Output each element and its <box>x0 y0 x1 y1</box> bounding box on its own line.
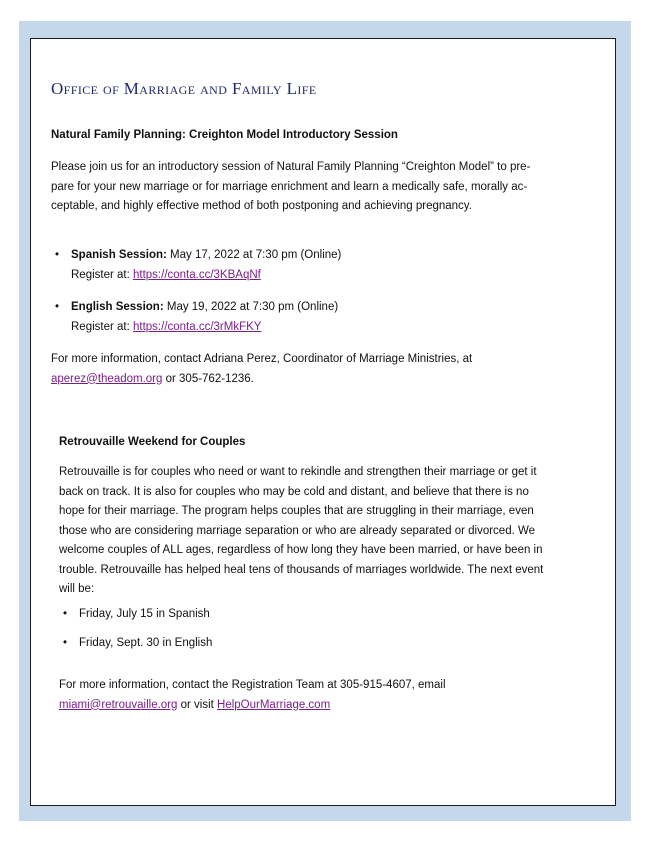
list-item <box>59 634 589 654</box>
retrouvaille-line: hope for their marriage. The program helps couples that are struggling in their marriage, even <box>59 505 534 517</box>
nfp-contact <box>51 350 581 389</box>
list-item <box>51 246 581 285</box>
nfp-intro-line: pare for your new marriage or for marriage enrichment and learn a medically safe, morally ac- <box>51 180 528 193</box>
retrouvaille-heading: Retrouvaille Weekend for Couples <box>59 436 246 448</box>
nfp-section <box>51 129 581 141</box>
bullet-icon: • <box>63 637 68 649</box>
retrouvaille-line: will be: <box>59 583 95 595</box>
content-panel <box>30 38 616 806</box>
session-details: May 17, 2022 at 7:30 pm (Online) <box>166 249 342 261</box>
nfp-session-spanish <box>51 246 581 285</box>
nfp-intro-line: Please join us for an introductory session of Natural Family Planning “Creighton Model” to pre- <box>51 161 531 173</box>
retrouvaille-line: back on track. It is also for couples who may be cold and distant, and believe that there is no <box>59 485 529 498</box>
retrouvaille-event-1 <box>59 605 589 625</box>
email-link-miami[interactable]: miami@retrouvaille.org <box>59 698 178 711</box>
nfp-intro <box>51 158 581 217</box>
nfp-contact-line: For more information, contact Adriana Perez, Coordinator of Marriage Ministries, at <box>51 353 473 365</box>
contact-phone: or 305-762-1236. <box>162 372 254 385</box>
nfp-contact-line-2 <box>51 370 581 390</box>
email-link-aperez[interactable]: aperez@theadom.org <box>51 372 163 385</box>
office-title: Office of Marriage and Family Life <box>51 79 317 98</box>
register-link-english[interactable]: https://conta.cc/3rMkFKY <box>133 320 262 333</box>
website-link[interactable]: HelpOurMarriage.com <box>217 698 331 711</box>
retrouvaille-line: those who are considering marriage separation or who are already separated or divorced. We <box>59 524 536 537</box>
session-label: English Session: <box>71 301 164 313</box>
bullet-icon: • <box>63 608 68 620</box>
session-label: Spanish Session: <box>71 249 167 261</box>
retrouvaille-contact-line-2 <box>59 696 589 716</box>
nfp-intro-line: ceptable, and highly effective method of both postponing and achieving pregnancy. <box>51 200 472 212</box>
nfp-heading: Natural Family Planning: Creighton Model Introductory Session <box>51 129 398 141</box>
retrouvaille-line: welcome couples of ALL ages, regardless of how long they have been married, or have been in <box>59 544 543 556</box>
bullet-icon: • <box>55 249 60 261</box>
retrouvaille-section <box>59 436 589 448</box>
register-link-spanish[interactable]: https://conta.cc/3KBAqNf <box>133 268 261 281</box>
bullet-icon: • <box>55 301 60 313</box>
retrouvaille-body <box>59 463 587 600</box>
list-item <box>59 605 589 625</box>
event-text: Friday, July 15 in Spanish <box>79 608 210 620</box>
retrouvaille-contact-line: For more information, contact the Registration Team at 305-915-4607, email <box>59 679 446 691</box>
retrouvaille-contact <box>59 676 589 715</box>
register-prefix: Register at: <box>71 320 133 333</box>
retrouvaille-line: Retrouvaille is for couples who need or want to rekindle and strengthen their marriage or get it <box>59 466 537 478</box>
register-prefix: Register at: <box>71 268 133 281</box>
list-item <box>51 298 581 337</box>
retrouvaille-line: trouble. Retrouvaille has helped heal tens of thousands of marriages worldwide. The next event <box>59 563 544 576</box>
contact-middle: or visit <box>177 698 218 711</box>
retrouvaille-event-2 <box>59 634 589 654</box>
event-text: Friday, Sept. 30 in English <box>79 637 213 649</box>
nfp-session-english <box>51 298 581 337</box>
session-details: May 19, 2022 at 7:30 pm (Online) <box>163 301 339 313</box>
